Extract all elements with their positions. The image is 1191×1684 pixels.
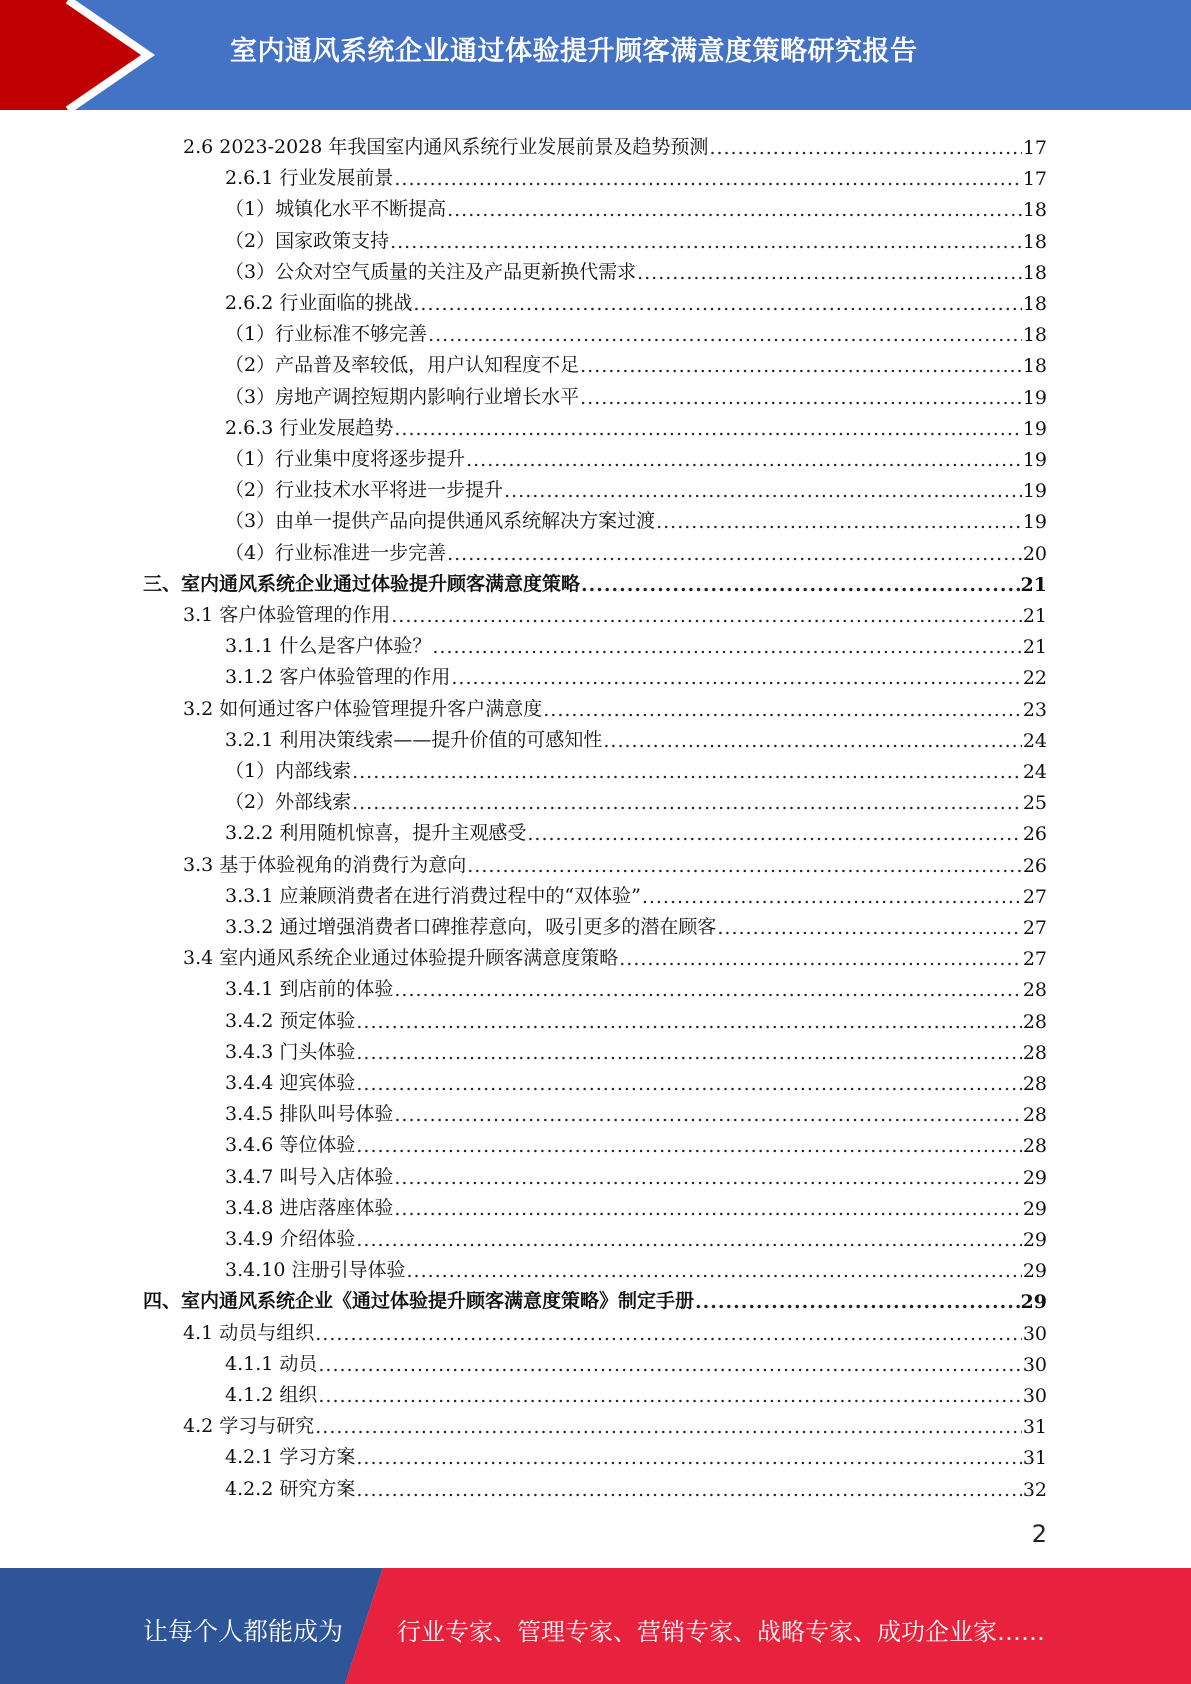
toc-dot-leader bbox=[581, 574, 1020, 596]
toc-entry-page: 31 bbox=[1022, 1447, 1047, 1470]
toc-entry-page: 28 bbox=[1022, 979, 1047, 1002]
toc-dot-leader bbox=[413, 293, 1021, 315]
page-footer bbox=[0, 1568, 1191, 1684]
toc-entry[interactable] bbox=[225, 752, 1047, 783]
toc-entry-title: 3.4.8 进店落座体验 bbox=[225, 1196, 394, 1219]
toc-dot-leader bbox=[390, 231, 1022, 253]
toc-entry[interactable] bbox=[225, 159, 1047, 190]
toc-entry-title: 4.1.1 动员 bbox=[225, 1352, 318, 1375]
footer-slogan-right: 行业专家、管理专家、营销专家、战略专家、成功企业家…… bbox=[397, 1618, 1045, 1646]
toc-entry-title: 3.4.4 迎宾体验 bbox=[225, 1072, 356, 1094]
toc-entry-title: 3.1 客户体验管理的作用 bbox=[183, 604, 391, 626]
toc-entry-title: 3.2.1 利用决策线索——提升价值的可感知性 bbox=[225, 728, 603, 751]
toc-entry-title: 3.4.9 介绍体验 bbox=[225, 1228, 356, 1250]
toc-entry[interactable] bbox=[225, 783, 1047, 814]
toc-dot-leader bbox=[543, 699, 1022, 721]
toc-entry-page: 24 bbox=[1022, 729, 1047, 752]
toc-dot-leader bbox=[447, 543, 1022, 565]
toc-entry-title: 3.4.7 叫号入店体验 bbox=[225, 1165, 394, 1188]
toc-dot-leader bbox=[406, 1260, 1021, 1282]
toc-entry-page: 30 bbox=[1022, 1385, 1047, 1407]
toc-dot-leader bbox=[394, 1104, 1021, 1126]
toc-entry-title: 四、室内通风系统企业《通过体验提升顾客满意度策略》制定手册 bbox=[143, 1290, 695, 1313]
toc-entry-title: 3.1.2 客户体验管理的作用 bbox=[225, 666, 451, 689]
toc-entry-title: （1）行业集中度将逐步提升 bbox=[225, 448, 466, 470]
toc-dot-leader bbox=[447, 199, 1022, 221]
toc-dot-leader bbox=[356, 1042, 1021, 1064]
toc-entry-title: （2）外部线索 bbox=[225, 791, 352, 814]
toc-dot-leader bbox=[527, 823, 1021, 845]
toc-entry[interactable] bbox=[225, 1064, 1047, 1095]
toc-entry[interactable] bbox=[183, 596, 1047, 627]
toc-entry-title: 3.3.2 通过增强消费者口碑推荐意向，吸引更多的潜在顾客 bbox=[225, 916, 717, 938]
toc-entry-page: 29 bbox=[1020, 1291, 1047, 1314]
toc-dot-leader bbox=[394, 1167, 1021, 1189]
toc-entry[interactable] bbox=[225, 721, 1047, 752]
toc-dot-leader bbox=[356, 1135, 1021, 1157]
page-header bbox=[0, 0, 1191, 110]
toc-entry-page: 28 bbox=[1022, 1010, 1047, 1033]
toc-entry[interactable] bbox=[183, 939, 1047, 970]
footer-slogan-left: 让每个人都能成为 bbox=[143, 1617, 344, 1646]
toc-entry-page: 23 bbox=[1022, 698, 1047, 721]
toc-entry-title: 4.1.2 组织 bbox=[225, 1384, 318, 1406]
toc-dot-leader bbox=[394, 979, 1021, 1001]
page-number: 2 bbox=[1031, 1520, 1047, 1548]
toc-entry-title: （1）行业标准不够完善 bbox=[225, 323, 428, 346]
toc-entry-title: 3.4.10 注册引导体验 bbox=[225, 1259, 406, 1282]
toc-entry-page: 29 bbox=[1022, 1197, 1047, 1220]
toc-entry-page: 28 bbox=[1022, 1135, 1047, 1158]
toc-entry[interactable] bbox=[225, 190, 1047, 221]
toc-dot-leader bbox=[356, 1011, 1021, 1033]
toc-entry[interactable] bbox=[183, 846, 1047, 877]
toc-entry[interactable] bbox=[183, 1314, 1047, 1345]
toc-entry[interactable] bbox=[225, 502, 1047, 533]
toc-dot-leader bbox=[428, 324, 1022, 346]
toc-entry-title: 3.3 基于体验视角的消费行为意向 bbox=[183, 853, 467, 876]
toc-entry[interactable] bbox=[225, 1189, 1047, 1220]
toc-entry[interactable] bbox=[225, 222, 1047, 253]
toc-entry-title: （4）行业标准进一步完善 bbox=[225, 541, 447, 564]
toc-dot-leader bbox=[394, 168, 1021, 190]
toc-entry-page: 27 bbox=[1022, 917, 1047, 939]
toc-dot-leader bbox=[580, 355, 1022, 377]
toc-entry-title: 3.4.1 到店前的体验 bbox=[225, 978, 394, 1001]
toc-entry-page: 17 bbox=[1022, 137, 1047, 159]
toc-entry-title: （2）行业技术水平将进一步提升 bbox=[225, 479, 504, 502]
toc-entry-title: 3.4.5 排队叫号体验 bbox=[225, 1103, 394, 1126]
toc-dot-leader bbox=[451, 667, 1021, 689]
toc-dot-leader bbox=[356, 1229, 1021, 1251]
toc-entry[interactable] bbox=[225, 534, 1047, 565]
toc-dot-leader bbox=[642, 886, 1022, 908]
toc-entry[interactable] bbox=[143, 1282, 1047, 1313]
toc-entry-page: 28 bbox=[1022, 1104, 1047, 1127]
toc-entry[interactable] bbox=[183, 690, 1047, 721]
toc-entry[interactable] bbox=[225, 627, 1047, 658]
toc-entry-title: 2.6.3 行业发展趋势 bbox=[225, 416, 394, 439]
toc-entry[interactable] bbox=[225, 346, 1047, 377]
toc-dot-leader bbox=[356, 1073, 1021, 1095]
toc-entry[interactable] bbox=[225, 315, 1047, 346]
toc-entry[interactable] bbox=[225, 471, 1047, 502]
toc-entry-page: 29 bbox=[1022, 1166, 1047, 1189]
toc-dot-leader bbox=[394, 418, 1021, 440]
toc-dot-leader bbox=[695, 1291, 1020, 1313]
toc-entry[interactable] bbox=[183, 128, 1047, 159]
toc-dot-leader bbox=[356, 1479, 1021, 1501]
toc-entry-page: 21 bbox=[1022, 605, 1047, 627]
toc-entry[interactable] bbox=[225, 908, 1047, 939]
toc-entry-page: 21 bbox=[1022, 636, 1047, 659]
toc-entry-title: 2.6.2 行业面临的挑战 bbox=[225, 292, 413, 314]
toc-dot-leader bbox=[656, 511, 1022, 533]
toc-entry-title: 4.2.1 学习方案 bbox=[225, 1446, 356, 1469]
toc-entry[interactable] bbox=[225, 1470, 1047, 1501]
toc-entry-page: 19 bbox=[1022, 511, 1047, 534]
toc-entry[interactable] bbox=[225, 1002, 1047, 1033]
toc-entry-page: 18 bbox=[1022, 261, 1047, 284]
toc-entry[interactable] bbox=[225, 1126, 1047, 1157]
toc-entry-title: （3）公众对空气质量的关注及产品更新换代需求 bbox=[225, 260, 637, 283]
toc-dot-leader bbox=[603, 730, 1021, 752]
toc-entry-title: 3.4.3 门头体验 bbox=[225, 1040, 356, 1063]
toc-entry-page: 19 bbox=[1022, 480, 1047, 503]
toc-entry[interactable] bbox=[183, 1407, 1047, 1438]
toc-entry[interactable] bbox=[225, 1251, 1047, 1282]
toc-entry[interactable] bbox=[225, 658, 1047, 689]
toc-dot-leader bbox=[619, 948, 1022, 970]
toc-entry-title: 3.4.2 预定体验 bbox=[225, 1009, 356, 1032]
toc-entry-page: 18 bbox=[1022, 324, 1047, 347]
toc-entry[interactable] bbox=[225, 814, 1047, 845]
toc-dot-leader bbox=[318, 1385, 1021, 1407]
toc-entry[interactable] bbox=[225, 440, 1047, 471]
toc-entry-page: 20 bbox=[1022, 542, 1047, 565]
toc-entry[interactable] bbox=[225, 1158, 1047, 1189]
toc-entry[interactable] bbox=[225, 1438, 1047, 1469]
toc-entry-page: 27 bbox=[1022, 885, 1047, 908]
toc-entry[interactable] bbox=[225, 1095, 1047, 1126]
toc-entry-title: 3.1.1 什么是客户体验？ bbox=[225, 635, 432, 658]
toc-entry-title: （1）内部线索 bbox=[225, 760, 352, 782]
toc-entry-page: 31 bbox=[1022, 1416, 1047, 1439]
toc-entry[interactable] bbox=[225, 877, 1047, 908]
toc-dot-leader bbox=[356, 1447, 1021, 1469]
toc-entry-page: 30 bbox=[1022, 1353, 1047, 1376]
toc-entry-title: （2）国家政策支持 bbox=[225, 229, 390, 252]
toc-entry-page: 28 bbox=[1022, 1041, 1047, 1064]
toc-dot-leader bbox=[318, 1354, 1021, 1376]
toc-entry-page: 17 bbox=[1022, 168, 1047, 191]
toc-entry-page: 32 bbox=[1022, 1478, 1047, 1501]
toc-entry-title: （2）产品普及率较低，用户认知程度不足 bbox=[225, 354, 580, 377]
toc-dot-leader bbox=[352, 761, 1022, 783]
toc-entry-title: 3.2.2 利用随机惊喜，提升主观感受 bbox=[225, 822, 527, 845]
toc-dot-leader bbox=[315, 1323, 1022, 1345]
toc-entry-page: 24 bbox=[1022, 761, 1047, 783]
toc-dot-leader bbox=[504, 480, 1022, 502]
toc-entry[interactable] bbox=[225, 284, 1047, 315]
toc-entry-page: 30 bbox=[1022, 1322, 1047, 1345]
toc-entry-page: 18 bbox=[1022, 293, 1047, 315]
toc-entry[interactable] bbox=[225, 970, 1047, 1001]
toc-entry-page: 28 bbox=[1022, 1073, 1047, 1095]
toc-entry-page: 19 bbox=[1022, 386, 1047, 409]
toc-dot-leader bbox=[467, 855, 1022, 877]
toc-entry-page: 19 bbox=[1022, 449, 1047, 471]
toc-entry-page: 26 bbox=[1022, 823, 1047, 846]
toc-entry-title: 3.3.1 应兼顾消费者在进行消费过程中的“双体验” bbox=[225, 884, 641, 907]
toc-entry-title: 2.6 2023-2028 年我国室内通风系统行业发展前景及趋势预测 bbox=[183, 136, 709, 158]
toc-entry[interactable] bbox=[225, 253, 1047, 284]
toc-dot-leader bbox=[315, 1416, 1022, 1438]
toc-dot-leader bbox=[432, 636, 1021, 658]
toc-entry-page: 18 bbox=[1022, 230, 1047, 253]
toc-entry-page: 25 bbox=[1022, 792, 1047, 815]
toc-dot-leader bbox=[352, 792, 1022, 814]
toc-entry-title: （1）城镇化水平不断提高 bbox=[225, 198, 447, 221]
toc-dot-leader bbox=[637, 262, 1022, 284]
toc-entry-page: 29 bbox=[1022, 1229, 1047, 1251]
toc-entry-title: 4.1 动员与组织 bbox=[183, 1321, 315, 1344]
toc-entry-page: 26 bbox=[1022, 854, 1047, 877]
toc-entry-title: 2.6.1 行业发展前景 bbox=[225, 167, 394, 190]
toc-entry-title: 三、室内通风系统企业通过体验提升顾客满意度策略 bbox=[143, 572, 581, 595]
toc-entry[interactable] bbox=[225, 378, 1047, 409]
toc-entry-page: 27 bbox=[1022, 948, 1047, 971]
toc-entry-page: 19 bbox=[1022, 417, 1047, 440]
toc-entry-page: 21 bbox=[1020, 573, 1047, 596]
toc-entry[interactable] bbox=[225, 1345, 1047, 1376]
toc-dot-leader bbox=[717, 917, 1021, 939]
toc-entry-title: （3）房地产调控短期内影响行业增长水平 bbox=[225, 385, 580, 408]
toc-entry[interactable] bbox=[225, 1220, 1047, 1251]
toc-entry-page: 18 bbox=[1022, 355, 1047, 378]
toc-entry[interactable] bbox=[225, 409, 1047, 440]
toc-entry-title: 3.4 室内通风系统企业通过体验提升顾客满意度策略 bbox=[183, 947, 619, 970]
toc-entry-title: 3.4.6 等位体验 bbox=[225, 1134, 356, 1157]
report-title: 室内通风系统企业通过体验提升顾客满意度策略研究报告 bbox=[230, 36, 918, 67]
toc-entry-title: 4.2.2 研究方案 bbox=[225, 1477, 356, 1500]
toc-dot-leader bbox=[709, 137, 1021, 159]
toc-entry[interactable] bbox=[225, 1033, 1047, 1064]
toc-entry-page: 29 bbox=[1022, 1260, 1047, 1283]
toc-dot-leader bbox=[394, 1198, 1021, 1220]
toc-dot-leader bbox=[466, 449, 1022, 471]
toc-entry-page: 18 bbox=[1022, 199, 1047, 222]
toc-entry-title: 4.2 学习与研究 bbox=[183, 1415, 315, 1438]
toc-dot-leader bbox=[580, 387, 1022, 409]
toc-entry-page: 22 bbox=[1022, 667, 1047, 690]
toc-entry[interactable] bbox=[225, 1376, 1047, 1407]
toc-entry[interactable] bbox=[143, 565, 1047, 596]
toc-dot-leader bbox=[391, 605, 1022, 627]
toc-entry-title: 3.2 如何通过客户体验管理提升客户满意度 bbox=[183, 697, 543, 720]
toc-entry-title: （3）由单一提供产品向提供通风系统解决方案过渡 bbox=[225, 510, 656, 533]
